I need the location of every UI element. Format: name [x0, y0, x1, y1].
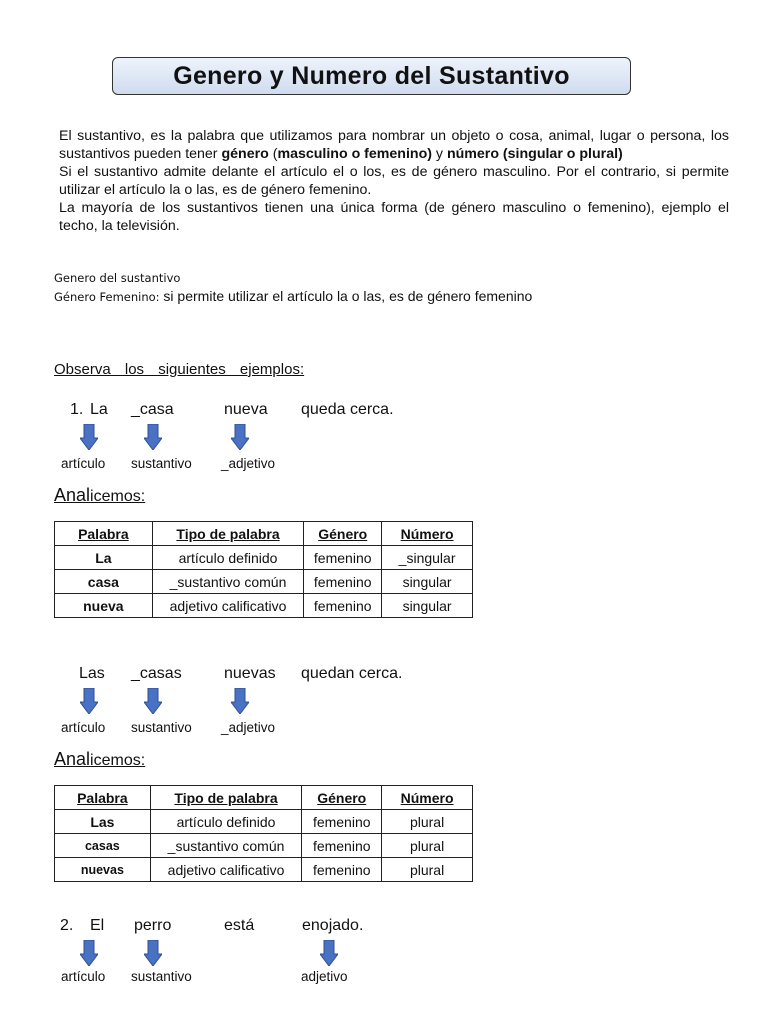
femenino-line	[54, 288, 532, 304]
exp-word-2: _casas	[131, 665, 182, 682]
table-row	[55, 858, 473, 882]
header-cell: Número	[382, 522, 473, 546]
table-header-row	[55, 786, 473, 810]
ex1-word-1: La	[90, 401, 108, 418]
title-box	[112, 57, 631, 95]
table-cell: singular	[382, 594, 473, 618]
down-arrow-icon	[144, 424, 162, 450]
table-cell: Las	[55, 810, 151, 834]
down-arrow-icon	[144, 940, 162, 966]
table-cell: plural	[382, 858, 473, 882]
table-row	[55, 594, 473, 618]
ex1-word-3: nueva	[224, 401, 268, 418]
intro-p3: La mayoría de los sustantivos tienen una única forma (de género masculino o femenino), ejemplo el techo, la televisión.	[59, 200, 729, 234]
table-row	[55, 546, 473, 570]
ex2-word-2: perro	[134, 917, 172, 934]
ex2-word-1: El	[90, 917, 105, 934]
ex2-number: 2.	[60, 917, 74, 934]
femenino-text: si permite utilizar el artículo la o las, es de género femenino	[159, 288, 533, 304]
header-cell: Género	[304, 522, 382, 546]
analicemos-heading-2: Analicemos:	[54, 749, 146, 769]
down-arrow-icon	[231, 424, 249, 450]
ex2-label-3: adjetivo	[301, 969, 348, 984]
table-row	[55, 810, 473, 834]
intro-paragraph	[59, 127, 729, 235]
down-arrow-icon	[80, 940, 98, 966]
genero-heading: Genero del sustantivo	[54, 271, 181, 285]
table-row	[55, 834, 473, 858]
ex1-word-4: queda cerca.	[301, 401, 394, 418]
table-cell: artículo definido	[150, 810, 302, 834]
analysis-table-2	[54, 785, 473, 882]
down-arrow-icon	[144, 688, 162, 714]
table-header-row	[55, 522, 473, 546]
header-cell: Tipo de palabra	[152, 522, 304, 546]
header-cell: Tipo de palabra	[150, 786, 302, 810]
ex1-label-2: sustantivo	[131, 456, 192, 471]
exp-label-1: artículo	[61, 720, 106, 735]
ex2-word-3: está	[224, 917, 255, 934]
exp-word-1: Las	[79, 665, 105, 682]
ex1-label-3: _adjetivo	[221, 456, 276, 471]
table-cell: _sustantivo común	[152, 570, 304, 594]
table-cell: casas	[55, 834, 151, 858]
intro-p2: Si el sustantivo admite delante el artículo el o los, es de género masculino. Por el contrario, si permite utilizar el artículo la o las, es de género femenino.	[59, 164, 729, 198]
exp-word-4: quedan cerca.	[301, 665, 403, 682]
table-cell: casa	[55, 570, 153, 594]
ex2-label-1: artículo	[61, 969, 106, 984]
table-cell: adjetivo calificativo	[152, 594, 304, 618]
analysis-table-1	[54, 521, 473, 618]
table-cell: femenino	[304, 570, 382, 594]
table-cell: artículo definido	[152, 546, 304, 570]
down-arrow-icon	[320, 940, 338, 966]
table-cell: _singular	[382, 546, 473, 570]
ex2-label-2: sustantivo	[131, 969, 192, 984]
table-cell: femenino	[302, 834, 382, 858]
down-arrow-icon	[80, 688, 98, 714]
exp-label-3: _adjetivo	[221, 720, 276, 735]
ex2-word-4: enojado.	[302, 917, 364, 934]
table-cell: nuevas	[55, 858, 151, 882]
header-cell: Número	[382, 786, 473, 810]
table-cell: femenino	[304, 594, 382, 618]
table-cell: femenino	[302, 858, 382, 882]
table-cell: _sustantivo común	[150, 834, 302, 858]
down-arrow-icon	[231, 688, 249, 714]
header-cell: Género	[302, 786, 382, 810]
table-cell: nueva	[55, 594, 153, 618]
table-cell: femenino	[302, 810, 382, 834]
femenino-label: Género Femenino:	[54, 290, 160, 304]
table-cell: singular	[382, 570, 473, 594]
table-cell: plural	[382, 810, 473, 834]
ex1-word-2: _casa	[131, 401, 174, 418]
table-cell: adjetivo calificativo	[150, 858, 302, 882]
intro-p1: El sustantivo, es la palabra que utilizamos para nombrar un objeto o cosa, animal, lugar o persona, los sustantivos pueden tener género (masculino o femenino) y número (singular o plural)	[59, 128, 729, 162]
header-cell: Palabra	[55, 522, 153, 546]
exp-word-3: nuevas	[224, 665, 276, 682]
ex1-label-1: artículo	[61, 456, 106, 471]
table-cell: femenino	[304, 546, 382, 570]
page-title: Genero y Numero del Sustantivo	[173, 61, 570, 90]
exp-label-2: sustantivo	[131, 720, 192, 735]
header-cell: Palabra	[55, 786, 151, 810]
table-row	[55, 570, 473, 594]
ex1-number: 1.	[70, 401, 84, 418]
observa-heading: Observa los siguientes ejemplos:	[54, 361, 305, 378]
table-cell: La	[55, 546, 153, 570]
analicemos-heading-1: Analicemos:	[54, 485, 146, 505]
table-cell: plural	[382, 834, 473, 858]
down-arrow-icon	[80, 424, 98, 450]
